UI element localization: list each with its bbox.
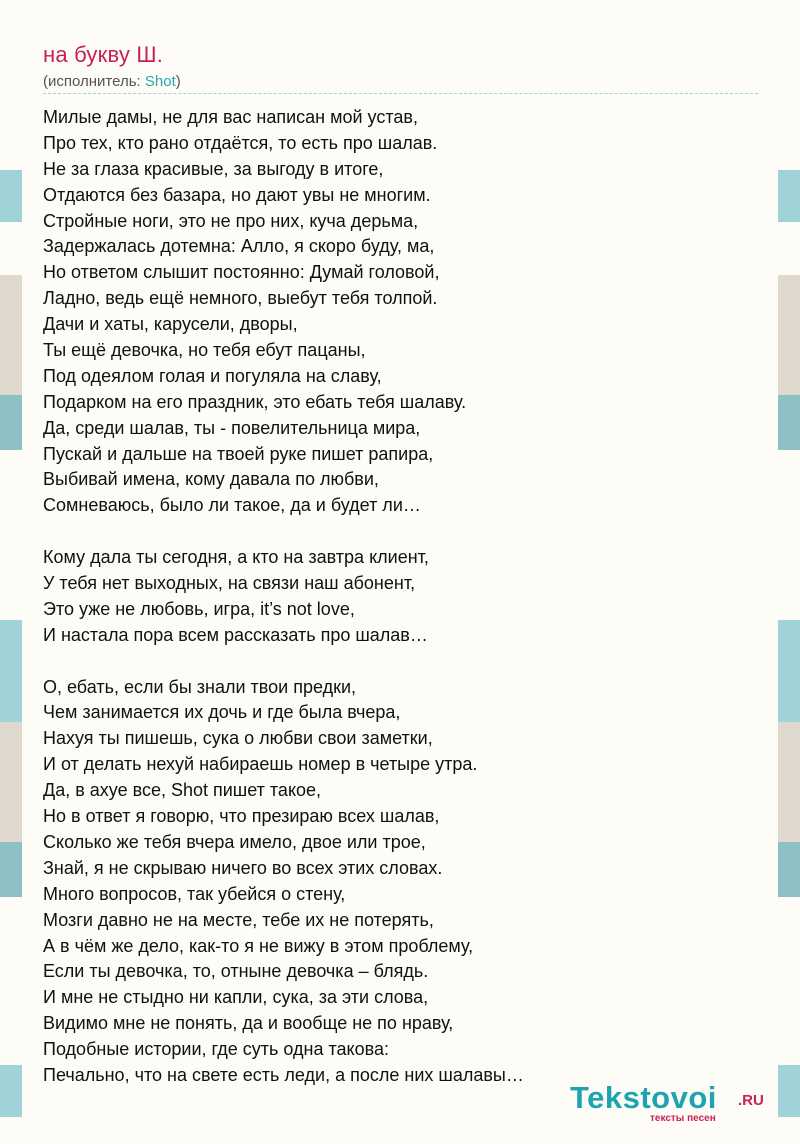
- lyric-line: Задержалась дотемна: Алло, я скоро буду, ма,: [43, 236, 435, 257]
- lyric-line: Выбивай имена, кому давала по любви,: [43, 469, 379, 490]
- lyric-line: Не за глаза красивые, за выгоду в итоге,: [43, 158, 384, 179]
- lyric-line: Но ответом слышит постоянно: Думай головой,: [43, 262, 440, 283]
- lyric-line: Сомневаюсь, было ли такое, да и будет ли…: [43, 495, 421, 516]
- title-divider: [43, 93, 758, 94]
- lyric-line: Да, среди шалав, ты - повелительница мира,: [43, 417, 421, 438]
- lyric-line: Под одеялом голая и погуляла на славу,: [43, 365, 382, 386]
- lyric-line: Подобные истории, где суть одна такова:: [43, 1039, 389, 1060]
- lyric-line: Кому дала ты сегодня, а кто на завтра клиент,: [43, 547, 429, 568]
- lyric-line: Милые дамы, не для вас написан мой устав,: [43, 107, 418, 127]
- lyric-line: Дачи и хаты, карусели, дворы,: [43, 314, 298, 335]
- lyric-line: Знай, я не скрываю ничего во всех этих словах.: [43, 857, 443, 878]
- stanza-break: [43, 649, 763, 675]
- artist-suffix: ): [175, 73, 181, 90]
- lyric-line: А в чём же дело, как-то я не вижу в этом проблему,: [43, 935, 474, 956]
- lyric-line: Мозги давно не на месте, тебе их не потерять,: [43, 909, 434, 930]
- lyric-line: Но в ответ я говорю, что презираю всех шалав,: [43, 806, 440, 827]
- lyric-line: Пускай и дальше на твоей руке пишет рапира,: [43, 443, 434, 464]
- lyric-line: Видимо мне не понять, да и вообще не по нраву,: [43, 1013, 454, 1034]
- artist-line: [43, 73, 181, 90]
- artist-link[interactable]: Shot: [144, 73, 176, 90]
- lyric-line: У тебя нет выходных, на связи наш абонент,: [43, 573, 416, 594]
- lyric-line: Да, в ахуе все, Shot пишет такое,: [43, 780, 322, 801]
- lyric-line: И мне не стыдно ни капли, сука, за эти слова,: [43, 987, 429, 1008]
- lyric-line: Это уже не любовь, игра, it’s not love,: [43, 598, 355, 619]
- lyric-line: Ты ещё девочка, но тебя ебут пацаны,: [43, 340, 366, 361]
- lyric-line: И настала пора всем рассказать про шалав…: [43, 624, 428, 645]
- logo-wordmark: Tekstovoi: [570, 1080, 717, 1115]
- lyric-line: Чем занимается их дочь и где была вчера,: [43, 702, 401, 723]
- site-logo[interactable]: [570, 1080, 780, 1128]
- lyric-line: Печально, что на свете есть леди, а после них шалавы…: [43, 1064, 524, 1085]
- lyric-line: Отдаются без базара, но дают увы не многим.: [43, 184, 431, 205]
- lyric-line: Много вопросов, так убейся о стену,: [43, 883, 346, 904]
- logo-tagline: тексты песен: [650, 1113, 716, 1124]
- lyric-line: Сколько же тебя вчера имело, двое или трое,: [43, 831, 426, 852]
- logo-domain: .RU: [738, 1092, 764, 1109]
- stanza-break: [43, 519, 763, 545]
- lyric-line: И от делать нехуй набираешь номер в четыре утра.: [43, 754, 478, 775]
- lyric-line: Нахуя ты пишешь, сука о любви свои заметки,: [43, 728, 433, 749]
- lyric-line: Если ты девочка, то, отныне девочка – блядь.: [43, 961, 429, 982]
- lyric-line: О, ебать, если бы знали твои предки,: [43, 676, 357, 697]
- lyric-line: Стройные ноги, это не про них, куча дерьма,: [43, 210, 419, 231]
- lyrics-text: [43, 105, 763, 1089]
- song-title: на букву Ш.: [43, 42, 164, 67]
- lyric-line: Про тех, кто рано отдаётся, то есть про шалав.: [43, 132, 438, 153]
- lyric-line: Подарком на его праздник, это ебать тебя шалаву.: [43, 391, 467, 412]
- artist-prefix: (исполнитель:: [43, 73, 145, 90]
- lyric-line: Ладно, ведь ещё немного, выебут тебя толпой.: [43, 288, 438, 309]
